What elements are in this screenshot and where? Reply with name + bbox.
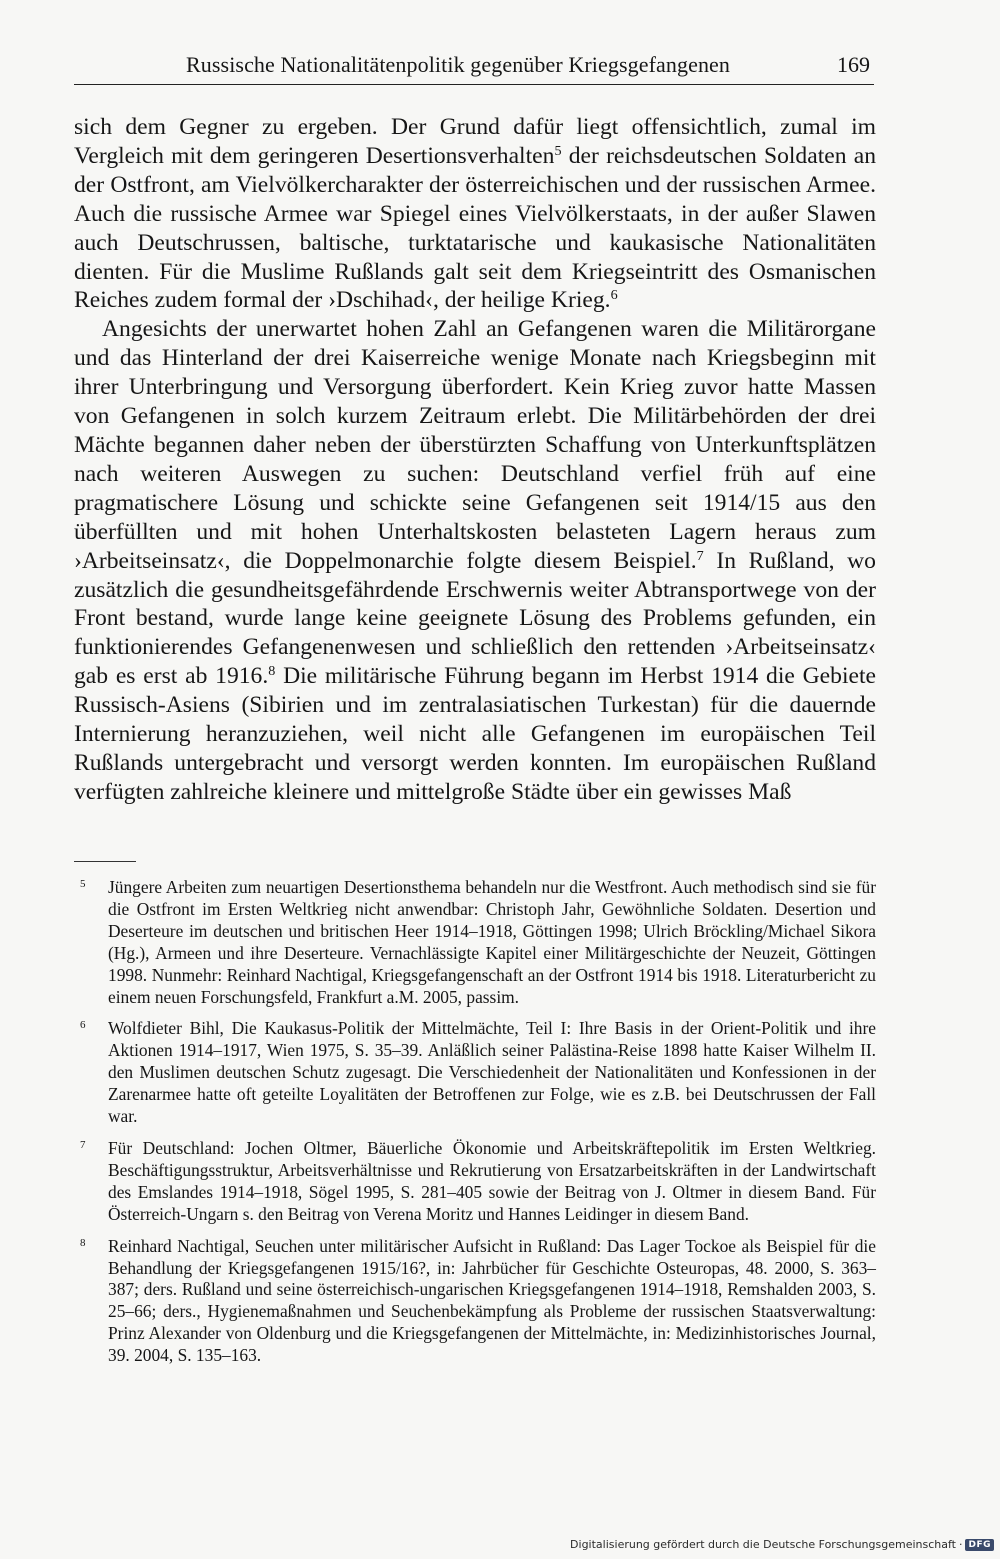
footnote-number: 8 [80,1236,86,1249]
paragraph-2 [74,315,876,806]
footnote-5 [74,877,876,1008]
footnote-ref-6: 6 [610,287,618,304]
footnote-ref-7: 7 [696,547,704,564]
dfg-logo-icon: DFG [965,1539,994,1551]
footnotes [74,877,876,1377]
credit-text: Digitalisierung gefördert durch die Deutsche Forschungsgemeinschaft [570,1538,956,1551]
paragraph-2-text-b: In Rußland, wo zusätzlich die gesundheitsgefährdende Erschwernis weiter Abtransportwege von der Front bestand, wurde lange keine geeignete Lösung des Problems gefunden, ein funktionierendes Gefangenenwesen und schließlich den rettenden ›Arbeitseinsatz‹ gab es erst ab 1916. [74,547,876,690]
footnote-6 [74,1018,876,1128]
paragraph-2-text-a: Angesichts der unerwartet hohen Zahl an Gefangenen waren die Militärorgane und das Hinterland der drei Kaiserreiche wenige Monate nach Kriegsbeginn mit ihrer Unterbringung und Versorgung überfordert. Kein Krieg zuvor hatte Massen von Gefangenen in solch kurzem Zeitraum erlebt. Die Militärbehörden der drei Mächte begannen daher neben der überstürzten Schaffung von Unterkunftsplätzen nach weiteren Auswegen zu suchen: Deutschland verfiel früh auf eine pragmatischere Lösung und schickte seine Gefangenen seit 1914/15 aus den überfüllten und mit hohen Unterhaltskosten belasteten Lagern heraus zum ›Arbeitseinsatz‹, die Doppelmonarchie folgte diesem Beispiel. [74,316,876,574]
footnote-text: Für Deutschland: Jochen Oltmer, Bäuerliche Ökonomie und Arbeitskräftepolitik im Ersten Weltkrieg. Beschäftigungsstruktur, Arbeitsverhältnisse und Rekrutierung von Ersatzarbeitskräften in der Landwirtschaft des Emslandes 1914–1918, Sögel 1995, S. 281–405 sowie der Beitrag von J. Oltmer in diesem Band. Für Österreich-Ungarn s. den Beitrag von Verena Moritz und Hannes Leidinger in diesem Band. [108,1137,876,1224]
footnote-text: Jüngere Arbeiten zum neuartigen Desertionsthema behandeln nur die Westfront. Auch methodisch sind sie für die Ostfront im Ersten Weltkrieg nicht anwendbar: Christoph Jahr, Gewöhnliche Soldaten. Desertion und Deserteure im deutschen und britischen Heer 1914–1918, Göttingen 1998; Ulrich Bröckling/Michael Sikora (Hg.), Armeen und ihre Deserteure. Vernachlässigte Kapitel einer Militärgeschichte der Neuzeit, Göttingen 1998. Nunmehr: Reinhard Nachtigal, Kriegsgefangenschaft an der Ostfront 1914 bis 1918. Literaturbericht zu einem neuen Forschungsfeld, Frankfurt a.M. 2005, passim. [108,877,876,1007]
paragraph-1-text-b: der reichsdeutschen Soldaten an der Ostfront, am Vielvölkercharakter der österreichischen und der russischen Armee. Auch die russische Armee war Spiegel eines Vielvölkerstaats, in der außer Slawen auch Deutschrussen, baltische, turktatarische und kaukasische Nationalitäten dienten. Für die Muslime Rußlands galt seit dem Kriegseintritt des Osmanischen Reiches zudem formal der ›Dschihad‹, der heilige Krieg. [74,142,876,314]
footnote-number: 5 [80,878,86,890]
page-number: 169 [837,52,870,77]
footnote-separator [74,861,136,862]
footnote-ref-5: 5 [554,143,562,160]
running-title: Russische Nationalitätenpolitik gegenüber Kriegsgefangenen [186,52,731,77]
running-header [74,48,874,85]
paragraph-2-text-c: Die militärische Führung begann im Herbst 1914 die Gebiete Russisch-Asiens (Sibirien und im zentralasiatischen Turkestan) für die dauernde Internierung heranzuziehen, weil nicht alle Gefangenen im europäischen Teil Rußlands untergebracht und versorgt werden konnten. Im europäischen Rußland verfügten zahlreiche kleinere und mittelgroße Städte über ein gewisses Maß [74,663,876,805]
digitization-credit [570,1538,994,1551]
footnote-8 [74,1236,876,1367]
footnote-text: Reinhard Nachtigal, Seuchen unter militärischer Aufsicht in Rußland: Das Lager Tockoe als Beispiel für die Behandlung der Kriegsgefangenen 1915/16?, in: Jahrbücher für Geschichte Osteuropas, 48. 2000, S. 363–387; ders. Rußland und seine österreichisch-ungarischen Kriegsgefangenen 1914–1918, Remshalden 2003, S. 25–66; ders., Hygienemaßnahmen und Seuchenbekämpfung als Probleme der russischen Staatsverwaltung: Prinz Alexander von Oldenburg und die Kriegsgefangenen der Mittelmächte, in: Medizinhistorisches Journal, 39. 2004, S. 135–163. [108,1235,876,1366]
paragraph-1-text-a: sich dem Gegner zu ergeben. Der Grund dafür liegt offensichtlich, zumal im Vergleich mit dem geringeren Desertionsverhalten [74,114,876,169]
footnote-7 [74,1138,876,1226]
footnote-number: 6 [80,1019,86,1032]
footnote-ref-8: 8 [268,663,276,680]
footnote-number: 7 [80,1138,86,1151]
credit-separator: · [958,1538,963,1551]
body-text [74,113,876,807]
footnote-text: Wolfdieter Bihl, Die Kaukasus-Politik der Mittelmächte, Teil I: Ihre Basis in der Orient-Politik und ihre Aktionen 1914–1917, Wien 1975, S. 35–39. Anläßlich seiner Palästina-Reise 1898 hatte Kaiser Wilhelm II. den Muslimen deutschen Schutz zugesagt. Die Verschiedenheit der Nationalitäten und Konfessionen in der Zarenarmee hatte oft geteilte Loyalitäten der Betroffenen zur Folge, wie es z.B. bei Deutschrussen der Fall war. [108,1018,876,1127]
paragraph-1 [74,113,876,315]
